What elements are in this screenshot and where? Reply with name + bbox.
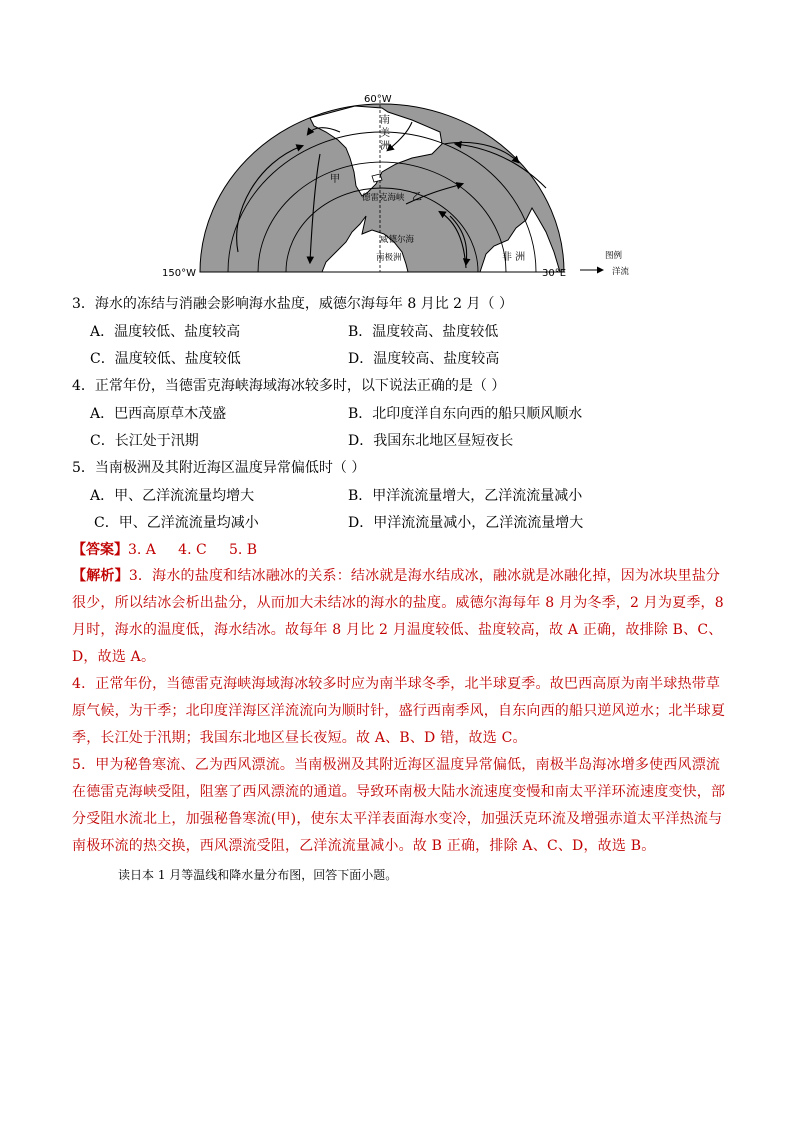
question-5-option-b: B．甲洋流流量增大，乙洋流流量减小 <box>348 488 583 504</box>
label-africa: 非 洲 <box>502 252 526 263</box>
legend-title: 图例 <box>605 251 623 261</box>
question-4-option-a: A．巴西高原草木茂盛 <box>90 406 227 422</box>
question-5-option-a: A．甲、乙洋流流量均增大 <box>90 488 255 504</box>
question-4-option-b: B．北印度洋自东向西的船只顺风顺水 <box>348 406 583 422</box>
analysis-label: 【解析】 <box>72 568 129 584</box>
ocean-current-map <box>150 92 650 284</box>
next-section-intro: 读日本 1 月等温线和降水量分布图，回答下面小题。 <box>118 868 398 882</box>
question-4-option-d: D．我国东北地区昼短夜长 <box>348 433 514 449</box>
map-svg <box>150 92 650 284</box>
question-3-option-d: D．温度较高、盐度较高 <box>348 351 500 367</box>
answer-text: 3. A 4. C 5. B <box>128 542 258 558</box>
question-5-option-d: D．甲洋流流量减小，乙洋流流量增大 <box>348 515 584 531</box>
analysis-paragraph-5: 5．甲为秘鲁寒流、乙为西风漂流。当南极洲及其附近海区温度异常偏低，南极半岛海冰增多使西风漂流在德雷克海峡受阻，阻塞了西风漂流的通道。导致环南极大陆水流速度变慢和南太平洋环流速度变快，部分受阻水流北上，加强秘鲁寒流(甲)，使东太平洋表面海水变冷，加强沃克环流及增强赤道太平洋热流与南极环流的热交换，西风漂流受阻，乙洋流流量减小。故 B 正确，排除 A、C、D，故选 B。 <box>72 757 726 854</box>
label-yi: 乙 <box>412 192 422 203</box>
analysis-3-text: 3．海水的盐度和结冰融冰的关系：结冰就是海水结成冰，融冰就是冰融化掉，因为冰块里盐分很少，所以结冰会析出盐分，从而加大未结冰的海水的盐度。威德尔海每年 8 月为冬季，2 月为夏季，8 月时，海水的温度低，海水结冰。故每年 8 月比 2 月温度较低、盐度较高，故 A 正确，故排除 B、C、D，故选 A。 <box>72 568 724 665</box>
label-south-america: 南美洲 <box>380 115 390 152</box>
legend-item: 洋流 <box>612 267 630 277</box>
label-jia: 甲 <box>330 174 340 185</box>
label-60w: 60°W <box>364 94 392 105</box>
question-4-stem: 4．正常年份，当德雷克海峡海域海冰较多时，以下说法正确的是（ ） <box>72 378 506 394</box>
analysis-paragraph-4: 4．正常年份，当德雷克海峡海域海冰较多时应为南半球冬季，北半球夏季。故巴西高原为南半球热带草原气候，为干季；北印度洋海区洋流流向为顺时针，盛行西南季风，自东向西的船只逆风逆水；北半球夏季，长江处于汛期；我国东北地区昼长夜短。故 A、B、D 错，故选 C。 <box>72 676 726 746</box>
question-5-option-c: C．甲、乙洋流流量均减小 <box>94 515 259 531</box>
question-3-option-b: B．温度较高、盐度较低 <box>348 324 499 340</box>
answer-line <box>72 539 257 559</box>
answer-label: 【答案】 <box>72 542 128 558</box>
label-150w: 150°W <box>162 268 196 279</box>
question-5-stem: 5．当南极洲及其附近海区温度异常偏低时（ ） <box>72 460 366 476</box>
question-3-option-c: C．温度较低、盐度较低 <box>90 351 241 367</box>
analysis-paragraph-3 <box>72 563 732 671</box>
label-antarctica: 南极洲 <box>376 253 402 263</box>
question-4-option-c: C．长江处于汛期 <box>90 433 199 449</box>
label-drake: 德雷克海峡 <box>362 193 405 203</box>
question-3-option-a: A．温度较低、盐度较高 <box>90 324 241 340</box>
label-weddell: 威德尔海 <box>380 235 415 245</box>
question-3-stem: 3．海水的冻结与消融会影响海水盐度，威德尔海每年 8 月比 2 月（ ） <box>72 296 513 312</box>
label-30e: 30°E <box>542 268 567 279</box>
